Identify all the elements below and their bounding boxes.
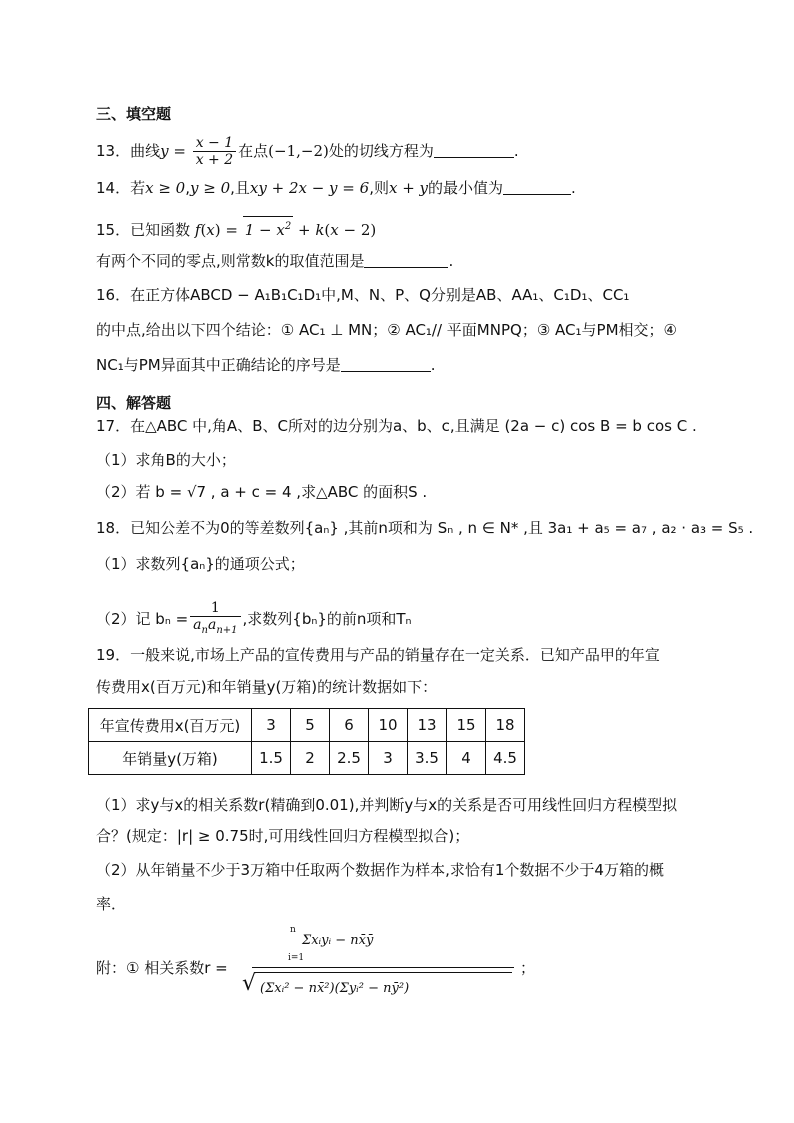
table-header-cell: 年销量y(万箱): [89, 742, 252, 775]
fraction: $\frac{1}{a_na_{n+1}}$: [190, 600, 240, 639]
table-cell: 2.5: [330, 742, 369, 775]
appendix-end: ；: [520, 959, 536, 977]
question-17: 17．在△ABC 中,角A、B、C所对的边分别为a、b、c,且满足 (2a − c) cos B = b cos C .: [96, 417, 697, 435]
question-19-part2: （2）从年销量不少于3万箱中任取两个数据作为样本,求恰有1个数据不少于4万箱的概: [96, 861, 664, 879]
table-cell: 2: [291, 742, 330, 775]
table-cell: 10: [369, 709, 408, 742]
section-title-solutions: 四、解答题: [96, 394, 172, 412]
fraction: $\frac{x - 1}{x + 2}$: [193, 135, 236, 168]
table-cell: 4.5: [486, 742, 525, 775]
table-cell: 18: [486, 709, 525, 742]
formula-numerator: Σxᵢyᵢ − nx̄ȳ: [302, 933, 374, 948]
answer-blank[interactable]: [364, 251, 448, 268]
table-cell: 1.5: [252, 742, 291, 775]
table-cell: 13: [408, 709, 447, 742]
question-18-part2: （2）记 bₙ = $\frac{1}{a_na_{n+1}}$ ,求数列{bₙ}的前n项和Tₙ: [96, 600, 412, 639]
table-row: [89, 709, 525, 742]
table-cell: 3: [369, 742, 408, 775]
question-18: 18．已知公差不为0的等差数列{aₙ} ,其前n项和为 Sₙ , n ∈ N* ,且 3a₁ + a₅ = a₇ , a₂ · a₃ = S₅ .: [96, 519, 754, 537]
question-16-line2: 的中点,给出以下四个结论：① AC₁ ⊥ MN；② AC₁// 平面MNPQ；③ AC₁与PM相交；④: [96, 321, 677, 339]
sqrt-sign: √: [242, 971, 257, 996]
answer-blank[interactable]: [503, 178, 571, 195]
table-cell: 3: [252, 709, 291, 742]
appendix-label: 附：① 相关系数r =: [96, 959, 228, 977]
answer-blank[interactable]: [341, 355, 431, 372]
answer-blank[interactable]: [434, 141, 514, 158]
question-13: 13．曲线y = $\frac{x - 1}{x + 2}$ 在点(−1,−2)处的切线方程为 .: [96, 135, 519, 168]
question-15: 15．已知函数 $f(x) = 1 - x^2 + k(x - 2)$: [96, 216, 376, 240]
table-cell: 4: [447, 742, 486, 775]
question-16-line3: NC₁与PM异面其中正确结论的序号是 .: [96, 356, 436, 374]
question-19-part1-line2: 合？(规定：|r| ≥ 0.75时,可用线性回归方程模型拟合)；: [96, 827, 470, 845]
question-19: 19．一般来说,市场上产品的宣传费用与产品的销量存在一定关系．已知产品甲的年宣: [96, 646, 660, 664]
table-row: [89, 742, 525, 775]
table-cell: 15: [447, 709, 486, 742]
question-19-line2: 传费用x(百万元)和年销量y(万箱)的统计数据如下：: [96, 678, 438, 696]
statistics-table: [88, 708, 525, 775]
table-header-cell: 年宣传费用x(百万元): [89, 709, 252, 742]
fraction-bar: [252, 967, 514, 968]
formula-denominator: (Σxᵢ² − nx̄²)(Σyᵢ² − nȳ²): [260, 981, 410, 996]
section-title-fill-in: 三、填空题: [96, 105, 172, 123]
question-18-part1: （1）求数列{aₙ}的通项公式；: [96, 555, 305, 573]
question-14: 14．若x ≥ 0,y ≥ 0,且xy + 2x − y = 6,则x + y的最小值为 .: [96, 179, 576, 197]
table-cell: 5: [291, 709, 330, 742]
question-19-part1: （1）求y与x的相关系数r(精确到0.01),并判断y与x的关系是否可用线性回归方程模型拟: [96, 796, 678, 814]
var-y: y: [160, 142, 169, 160]
table-cell: 6: [330, 709, 369, 742]
question-19-part2-line2: 率．: [96, 895, 127, 913]
question-17-part2: （2）若 b = √7 , a + c = 4 ,求△ABC 的面积S .: [96, 483, 428, 501]
table-cell: 3.5: [408, 742, 447, 775]
question-15-line2: 有两个不同的零点,则常数k的取值范围是 .: [96, 252, 454, 270]
question-17-part1: （1）求角B的大小；: [96, 451, 236, 469]
sqrt-expression: $1 - x^2$: [243, 216, 293, 240]
question-16: 16．在正方体ABCD − A₁B₁C₁D₁中,M、N、P、Q分别是AB、AA₁、C₁D₁、CC₁: [96, 286, 630, 304]
